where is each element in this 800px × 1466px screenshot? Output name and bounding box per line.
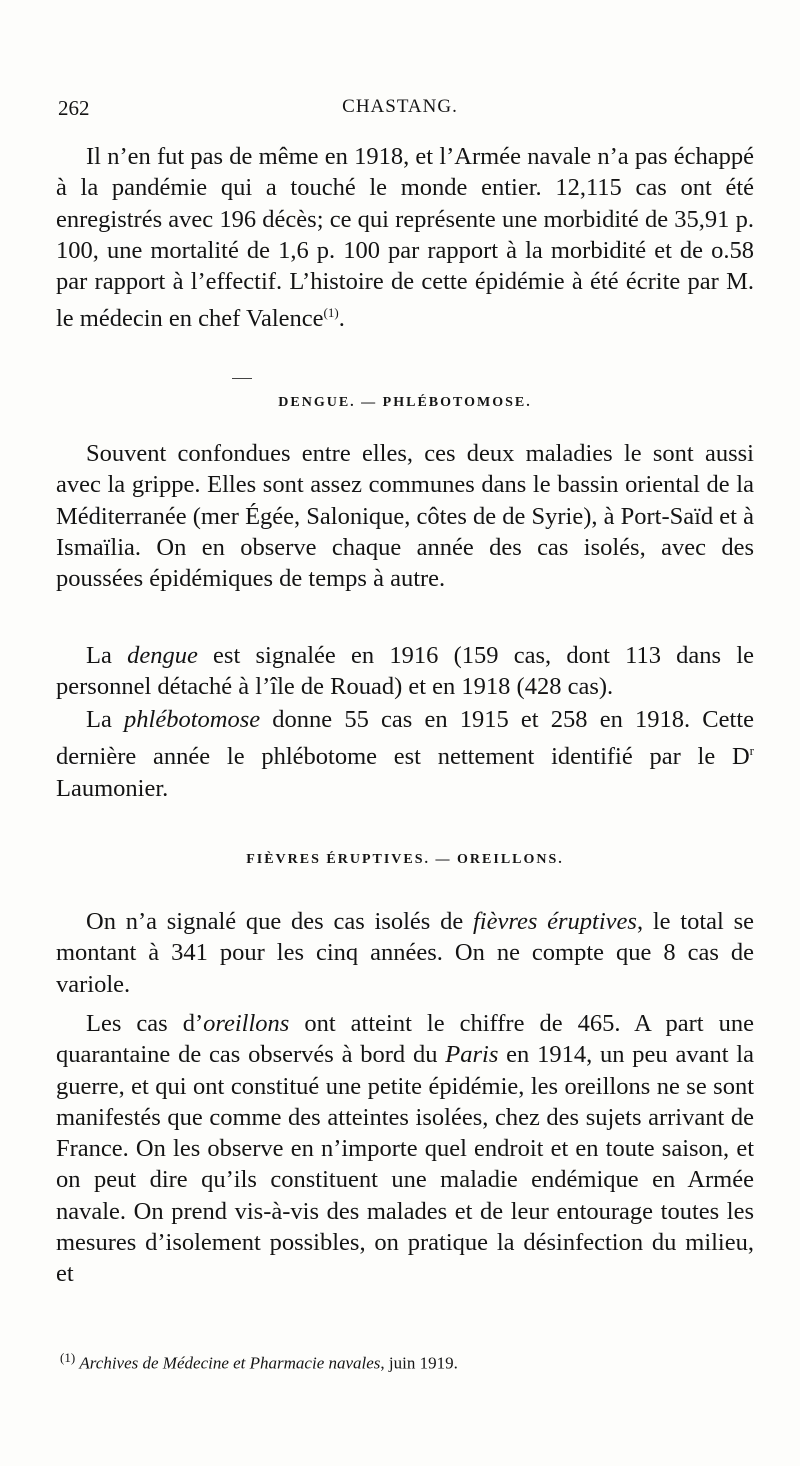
- paragraph-text: Souvent confondues entre elles, ces deux maladies le sont aussi avec la grippe. Elles sont assez communes dans le bassin oriental de la Méditerranée (mer Égée, Salonique, côtes de de Syrie), à Port-Saïd et à Ismaïlia. On en observe chaque année des cas isolés, avec des poussées épidémiques de temps à autre.: [56, 440, 754, 593]
- term-oreillons: oreillons: [203, 1010, 290, 1037]
- footnote-source: Archives de Médecine et Pharmacie navales: [79, 1353, 381, 1373]
- footnote-reference: (1): [323, 305, 339, 321]
- text: donne 55 cas en 1915 et 258 en 1918. Cette dernière année le phlébotome est nettement identifié par le D: [56, 706, 754, 771]
- paragraph-oreillons: [56, 1008, 754, 1290]
- paragraph-end: .: [338, 305, 345, 333]
- superscript: r: [749, 743, 754, 759]
- text: La: [86, 642, 128, 669]
- paragraph-influenza-1918: [56, 141, 754, 335]
- running-title: CHASTANG.: [342, 96, 458, 117]
- footnote: [60, 1350, 750, 1374]
- term-phlebotomose: phlébotomose: [124, 706, 261, 733]
- text: Les cas d’: [86, 1010, 204, 1037]
- page-header: [58, 96, 742, 126]
- text: en 1914, un peu avant la guerre, et qui ont constitué une petite épidémie, les oreillons ne se sont manifestés que comme des atteintes isolées, chez des sujets arrivant de France. On les observe en n’importe quel endroit et en toute saison, et on peut dire qu’ils constituent une maladie endémique en Armée navale. On prend vis-à-vis des malades et de leur entourage toutes les mesures d’isolement possibles, on pratique la désinfection du milieu, et: [56, 1041, 754, 1288]
- paragraph-dengue-intro: [56, 438, 754, 594]
- text: La: [86, 706, 125, 733]
- text: ont atteint le chiffre de 465. A part une quarantaine de cas observés à bord du: [56, 1010, 754, 1069]
- divider: [232, 378, 252, 379]
- ship-name: Paris: [445, 1041, 499, 1069]
- page-number: 262: [58, 96, 90, 120]
- footnote-date: , juin 1919.: [380, 1353, 458, 1373]
- section-heading-dengue: DENGUE. — PHLÉBOTOMOSE.: [278, 395, 532, 410]
- text: On n’a signalé que des cas isolés de: [86, 908, 473, 935]
- section-heading-fievres: FIÈVRES ÉRUPTIVES. — OREILLONS.: [246, 852, 564, 867]
- footnote-marker: (1): [60, 1350, 76, 1365]
- term-fievres-eruptives: fièvres éruptives: [472, 908, 637, 935]
- term-dengue: dengue: [127, 642, 198, 669]
- text: Laumonier.: [56, 774, 169, 802]
- text: est signalée en 1916 (159 cas, dont 113 dans le personnel détaché à l’île de Rouad) et en 1918 (428 cas).: [56, 642, 755, 701]
- text: , le total se montant à 341 pour les cinq années. On ne compte que 8 cas de variole.: [56, 908, 755, 998]
- paragraph-text: Il n’en fut pas de même en 1918, et l’Armée navale n’a pas échappé à la pandémie qui a touché le monde entier. 12,115 cas ont été enregistrés avec 196 décès; ce qui représente une morbidité de 35,91 p. 100, une mortalité de 1,6 p. 100 par rapport à la morbidité et de o.58 par rapport à l’effectif. L’histoire de cette épidémie à été écrite par M. le médecin en chef Valence: [56, 143, 754, 333]
- paragraph-phlebotomose: [56, 704, 754, 804]
- paragraph-dengue-cases: [56, 640, 754, 703]
- paragraph-fievres-eruptives: [56, 906, 754, 1000]
